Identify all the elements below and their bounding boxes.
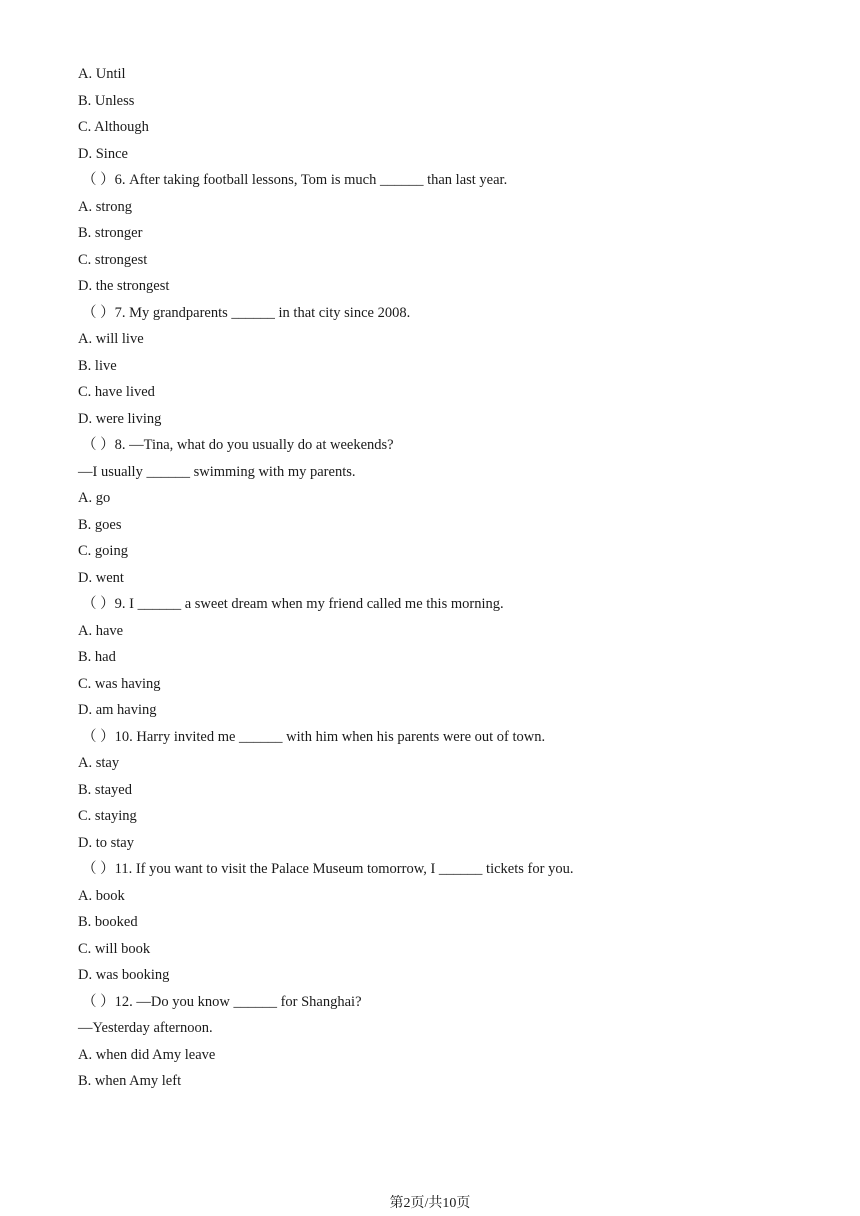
answer-option: C. have lived bbox=[78, 384, 155, 400]
dialogue-line: —I usually ______ swimming with my parents. bbox=[78, 463, 356, 480]
answer-option: A. will live bbox=[78, 331, 144, 347]
answer-option: D. am having bbox=[78, 702, 157, 718]
answer-option: A. when did Amy leave bbox=[78, 1046, 216, 1063]
question-stem: （ ）11. If you want to visit the Palace Museum tomorrow, I ______ tickets for you. bbox=[82, 861, 574, 877]
answer-option: A. stay bbox=[78, 755, 120, 771]
answer-option: A. book bbox=[78, 887, 125, 904]
page-footer: 第2页/共10页 bbox=[389, 1196, 471, 1211]
question-stem: （ ）10. Harry invited me ______ with him when his parents were out of town. bbox=[82, 728, 546, 745]
question-stem: （ ）7. My grandparents ______ in that city since 2008. bbox=[82, 304, 411, 321]
answer-option: D. went bbox=[78, 569, 124, 586]
answer-option: B. live bbox=[78, 357, 117, 374]
answer-option: C. staying bbox=[78, 808, 137, 824]
answer-option: B. Unless bbox=[78, 92, 135, 109]
answer-option: A. Until bbox=[78, 66, 126, 82]
dialogue-line: —Yesterday afternoon. bbox=[78, 1020, 213, 1036]
answer-option: B. stronger bbox=[78, 225, 143, 241]
answer-option: A. have bbox=[78, 622, 124, 639]
question-list bbox=[78, 64, 778, 1098]
answer-option: B. goes bbox=[78, 516, 122, 533]
answer-option: B. stayed bbox=[78, 781, 132, 798]
answer-option: D. were living bbox=[78, 410, 162, 427]
answer-option: C. was having bbox=[78, 675, 161, 692]
answer-option: D. was booking bbox=[78, 967, 170, 983]
answer-option: B. when Amy left bbox=[78, 1073, 182, 1089]
answer-option: B. booked bbox=[78, 914, 138, 930]
answer-option: D. Since bbox=[78, 145, 128, 162]
question-stem: （ ）12. —Do you know ______ for Shanghai? bbox=[82, 993, 362, 1010]
question-stem: （ ）9. I ______ a sweet dream when my friend called me this morning. bbox=[82, 596, 504, 612]
question-stem: （ ）8. —Tina, what do you usually do at weekends? bbox=[82, 437, 394, 453]
answer-option: D. the strongest bbox=[78, 278, 170, 294]
answer-option: C. strongest bbox=[78, 251, 148, 268]
answer-option: A. go bbox=[78, 490, 111, 506]
answer-option: D. to stay bbox=[78, 834, 134, 851]
answer-option: C. going bbox=[78, 543, 128, 559]
answer-option: A. strong bbox=[78, 198, 132, 215]
answer-option: C. will book bbox=[78, 940, 151, 957]
answer-option: C. Although bbox=[78, 119, 149, 135]
question-stem: （ ）6. After taking football lessons, Tom is much ______ than last year. bbox=[82, 172, 508, 188]
answer-option: B. had bbox=[78, 649, 116, 665]
